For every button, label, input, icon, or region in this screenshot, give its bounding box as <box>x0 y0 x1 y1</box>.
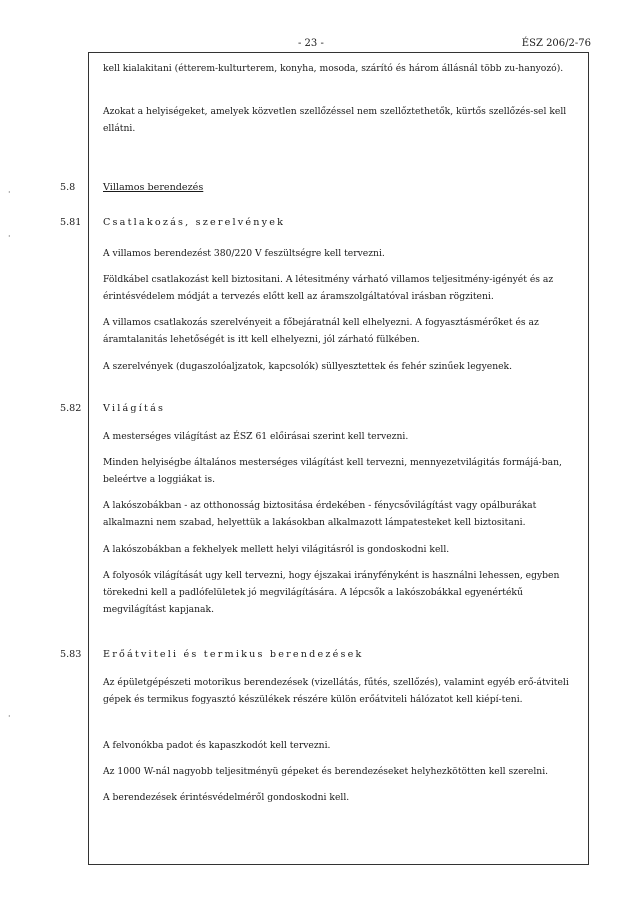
page-number: - 23 - <box>298 38 324 49</box>
paragraph-5-81-3: A villamos csatlakozás szerelvényeit a főbejáratnál kell elhelyezni. A fogyasztásmérőket és az áramtalanitás lehetőségét is itt kell elhelyezni, jól zárható fülkében. <box>103 317 539 345</box>
section-title-5-83: Erőátviteli és termikus berendezések <box>103 649 364 660</box>
section-number-5-8: 5.8 <box>60 182 76 193</box>
paragraph-5-81-4: A szerelvények (dugaszolóaljzatok, kapcsolók) süllyesztettek és fehér szinűek legyenek. <box>103 361 513 372</box>
paragraph-5-82-3: A lakószobákban - az otthonosság biztositása érdekében - fénycsővilágítást vagy opálburákat alkalmazni nem szabad, helyettük a lakásokban alkalmazott lámpatesteket kell biztositani. <box>103 500 537 528</box>
section-title-5-82: Világítás <box>103 403 166 414</box>
paragraph-ventilation: Azokat a helyiségeket, amelyek közvetlen szellőzéssel nem szellőztethetők, kürtős szellőzés-sel kell ellátni. <box>103 106 567 134</box>
section-number-5-82: 5.82 <box>60 403 82 414</box>
paragraph-continuation: kell kialakitani (étterem-kulturterem, konyha, mosoda, szárító és három állásnál több zu-hanyozó). <box>103 63 564 74</box>
paragraph-5-82-5: A folyosók világítását ugy kell tervezni, hogy éjszakai irányfényként is használni lehessen, egyben törekedni kell a padlófelületek jó megvilágítására. A lépcsők a lakószobákkal egyenértékű megvilágítást kapjanak. <box>103 570 560 615</box>
paragraph-5-82-4: A lakószobákban a fekhelyek mellett helyi világitásról is gondoskodni kell. <box>103 544 450 555</box>
page-header <box>0 38 627 52</box>
paragraph-5-83-3: Az 1000 W-nál nagyobb teljesitményü gépeket és berendezéseket helyhezkötötten kell szerelni. <box>103 766 549 777</box>
paragraph-5-83-2: A felvonókba padot és kapaszkodót kell tervezni. <box>103 740 331 751</box>
paragraph-5-83-4: A berendezések érintésvédelméről gondoskodni kell. <box>103 792 350 803</box>
scan-mark: · <box>8 232 11 241</box>
paragraph-5-81-1: A villamos berendezést 380/220 V feszültségre kell tervezni. <box>103 248 385 259</box>
section-title-5-81: Csatlakozás, szerelvények <box>103 217 286 228</box>
paragraph-5-82-1: A mesterséges világítást az ÉSZ 61 előirásai szerint kell tervezni. <box>103 431 409 442</box>
scan-mark: · <box>8 188 11 197</box>
section-number-5-83: 5.83 <box>60 649 82 660</box>
paragraph-5-82-2: Minden helyiségbe általános mesterséges világítást kell tervezni, mennyezetvilágitás formájá-ban, beleértve a loggiákat is. <box>103 457 562 485</box>
document-reference: ÉSZ 206/2-76 <box>521 38 591 49</box>
scan-mark: · <box>8 712 11 721</box>
paragraph-5-81-2: Földkábel csatlakozást kell biztositani. A létesitmény várható villamos teljesitmény-igényét és az érintésvédelem módját a tervezés előtt kell az áramszolgáltatóval irásban rögziteni. <box>103 274 554 302</box>
section-title-5-8: Villamos berendezés <box>103 182 204 193</box>
section-number-5-81: 5.81 <box>60 217 82 228</box>
paragraph-5-83-1: Az épületgépészeti motorikus berendezések (vizellátás, fűtés, szellőzés), valamint egyéb erő-átviteli gépek és termikus fogyasztó készülékek részére külön erőátviteli hálózatot kell kiépí-teni. <box>103 677 569 705</box>
